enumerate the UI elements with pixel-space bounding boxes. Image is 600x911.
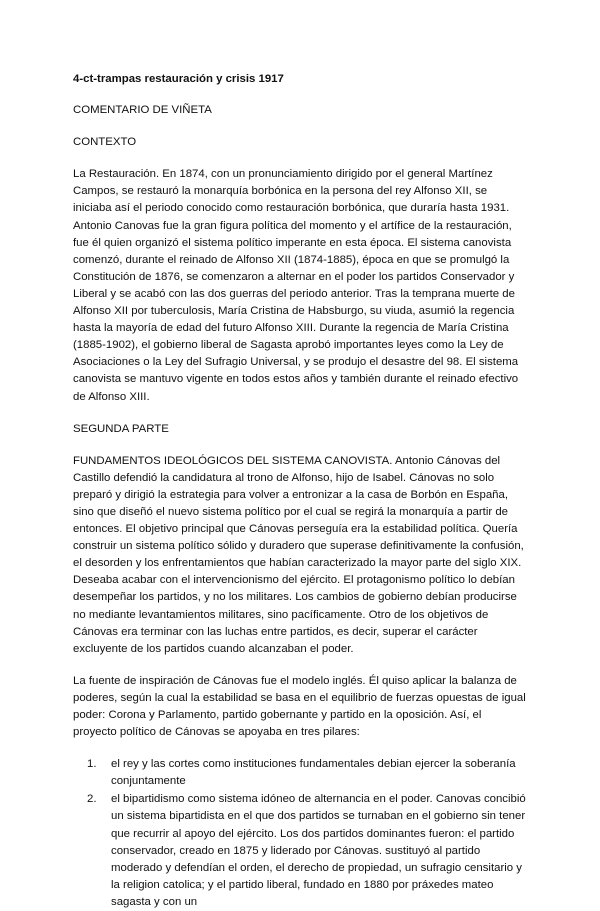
heading-comentario: COMENTARIO DE VIÑETA xyxy=(73,104,212,117)
paragraph-contexto: La Restauración. En 1874, con un pronunciamiento dirigido por el general Martínez Campos, se restauró la monarquía borbónica en la persona del rey Alfonso XII, se iniciaba así el periodo conocido como restauración borbónica, que duraría hasta 1931. Antonio Canovas fue la gran figura política del momento y el artífice de la restauración, fue él quien organizó el sistema político imperante en esta época. El sistema canovista comenzó, durante el reinado de Alfonso XII (1874-1885), época en que se promulgó la Constitución de 1876, se comenzaron a alternar en el poder los partidos Conservador y Liberal y se acabó con las dos guerras del periodo anterior. Tras la temprana muerte de Alfonso XII por tuberculosis, María Cristina de Habsburgo, su viuda, asumió la regencia hasta la mayoría de edad del futuro Alfonso XIII. Durante la regencia de María Cristina (1885-1902), el gobierno liberal de Sagasta aprobó importantes leyes como la Ley de Asociaciones o la Ley del Sufragio Universal, y se produjo el desastre del 98. El sistema canovista se mantuvo vigente en todos estos años y también durante el reinado efectivo de Alfonso XIII. xyxy=(73,168,519,403)
document-title: 4-ct-trampas restauración y crisis 1917 xyxy=(73,73,284,85)
list-item xyxy=(73,756,528,790)
heading-segunda-parte: SEGUNDA PARTE xyxy=(73,422,169,435)
paragraph-fundamentos: FUNDAMENTOS IDEOLÓGICOS DEL SISTEMA CANOVISTA. Antonio Cánovas del Castillo defendió la candidatura al trono de Alfonso, hijo de Isabel. Cánovas no solo preparó y dirigió la estrategia para volver a entronizar a la casa de Borbón en España, sino que diseñó el nuevo sistema político por el cual se regirá la monarquía a partir de entonces. El objetivo principal que Cánovas perseguía era la estabilidad política. Quería construir un sistema político sólido y duradero que superase definitivamente la confusión, el desorden y los enfrentamientos que habían caracterizado la mayor parte del siglo XIX. Deseaba acabar con el intervencionismo del ejército. El protagonismo político lo debían desempeñar los partidos, y no los militares. Los cambios de gobierno debían producirse no mediante levantamientos militares, sino pacíficamente. Otro de los objetivos de Cánovas era terminar con las luchas entre partidos, es decir, superar el carácter excluyente de los partidos cuando alcanzaban el poder. xyxy=(73,454,524,655)
list-item-text: el rey y las cortes como instituciones fundamentales debian ejercer la soberanía conjuntamente xyxy=(111,758,516,788)
paragraph-fuente: La fuente de inspiración de Cánovas fue el modelo inglés. Él quiso aplicar la balanza de poderes, según la cual la estabilidad se basa en el equilibrio de fuerzas opuestas de igual poder: Corona y Parlamento, partido gobernante y partido en la oposición. Así, el proyecto político de Cánovas se apoyaba en tres pilares: xyxy=(73,674,526,739)
pillars-list xyxy=(73,756,528,911)
list-item-number: 1. xyxy=(87,758,97,771)
list-item-number: 2. xyxy=(87,793,97,806)
list-item xyxy=(73,791,528,911)
heading-contexto: CONTEXTO xyxy=(73,136,137,149)
list-item-text: el bipartidismo como sistema idóneo de alternancia en el poder. Canovas concibió un sistema bipartidista en el que dos partidos se turnaban en el gobierno sin tener que recurrir al apoyo del ejército. Los dos partidos dominantes fueron: el partido conservador, creado en 1875 y liderado por Cánovas. sustituyó al partido moderado y defendían el orden, el derecho de propiedad, un sufragio censitario y la religion catolica; y el partido liberal, fundado en 1880 por práxedes mateo sagasta y con un xyxy=(111,793,526,908)
